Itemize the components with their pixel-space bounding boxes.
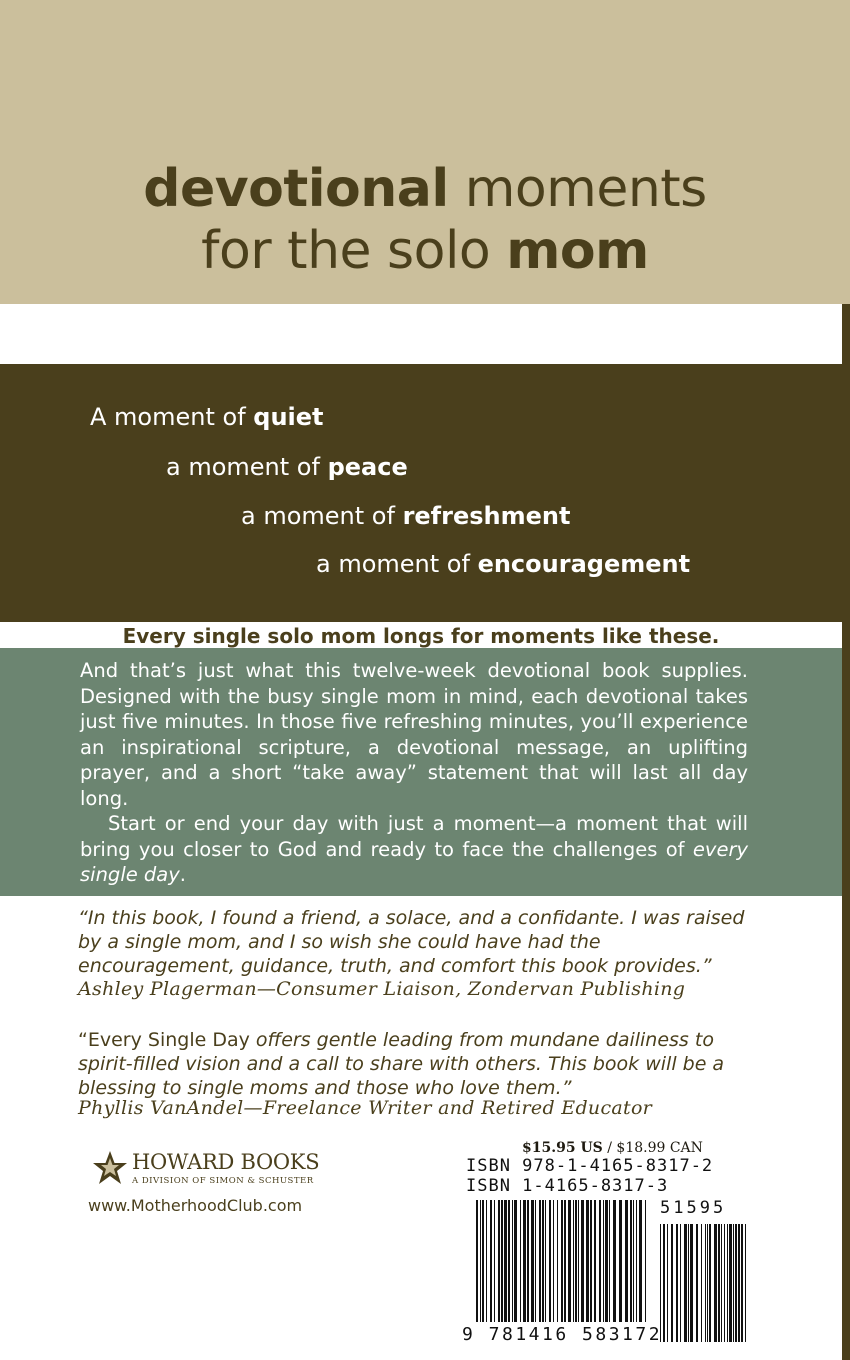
barcode-bar bbox=[578, 1200, 579, 1322]
barcode-addon-bar bbox=[667, 1224, 668, 1342]
barcode-bar bbox=[490, 1200, 492, 1322]
barcode-addon-bar bbox=[680, 1224, 681, 1342]
barcode-bar bbox=[594, 1200, 596, 1322]
publisher-logo bbox=[92, 1148, 322, 1188]
moment-line-3: a moment of refreshment bbox=[241, 502, 571, 530]
barcode-bar bbox=[482, 1200, 484, 1322]
barcode-bar bbox=[625, 1200, 628, 1322]
website-url: www.MotherhoodClub.com bbox=[88, 1196, 303, 1215]
barcode-bar bbox=[613, 1200, 616, 1322]
star-icon bbox=[92, 1150, 128, 1186]
barcode-bar bbox=[639, 1200, 642, 1322]
moment-line-2: a moment of peace bbox=[166, 453, 408, 481]
barcode-bar bbox=[609, 1200, 610, 1322]
barcode-bar bbox=[586, 1200, 589, 1322]
barcode-ean-digits: 9 781416 583172 bbox=[462, 1324, 663, 1345]
barcode-addon-bar bbox=[690, 1224, 693, 1342]
barcode-bar bbox=[498, 1200, 500, 1322]
endorsement-quote-2: “Every Single Day offers gentle leading from mundane dailiness to spirit-filled vision and a call to share with others. This book will be a blessing to single moms and those who love them.” bbox=[78, 1029, 725, 1099]
barcode-bar bbox=[603, 1200, 604, 1322]
barcode-bar bbox=[575, 1200, 577, 1322]
barcode-addon-bar bbox=[671, 1224, 673, 1342]
barcode-bar bbox=[633, 1200, 634, 1322]
barcode-addon-bar bbox=[701, 1224, 702, 1342]
barcode-bar bbox=[476, 1200, 478, 1322]
barcode-addon-bar bbox=[705, 1224, 706, 1342]
barcode-bar bbox=[545, 1200, 546, 1322]
barcode-addon-bar bbox=[721, 1224, 722, 1342]
publisher-division: A DIVISION OF SIMON & SCHUSTER bbox=[132, 1176, 314, 1186]
moment-line-1: A moment of quiet bbox=[90, 403, 324, 431]
barcode-bar bbox=[514, 1200, 517, 1322]
barcode-bar bbox=[561, 1200, 563, 1322]
barcode-bar bbox=[581, 1200, 584, 1322]
barcode-addon-bar bbox=[738, 1224, 740, 1342]
barcode-bar bbox=[512, 1200, 513, 1322]
barcode-bar bbox=[549, 1200, 551, 1322]
barcode-bar bbox=[508, 1200, 510, 1322]
description-paragraph-1: And that’s just what this twelve-week devotional book supplies. Designed with the busy single mom in mind, each devotional takes just five minutes. In those five refreshing minutes, you’ll experience an inspirational scripture, a devotional message, an uplifting prayer, and a short “take away” statement that will last all day long. bbox=[80, 659, 748, 810]
barcode-bar bbox=[599, 1200, 601, 1322]
barcode-bar bbox=[619, 1200, 622, 1322]
tagline: Every single solo mom longs for moments like these. bbox=[122, 624, 720, 648]
title-line-2: for the solo mom bbox=[201, 221, 649, 281]
barcode-addon-bar bbox=[745, 1224, 746, 1342]
barcode-addon-bar bbox=[696, 1224, 698, 1342]
barcode-bar bbox=[486, 1200, 487, 1322]
barcode-bar bbox=[636, 1200, 637, 1322]
barcode-bar bbox=[542, 1200, 544, 1322]
barcode-bar bbox=[573, 1200, 574, 1322]
barcode-addon-bar bbox=[718, 1224, 720, 1342]
barcode-bar bbox=[564, 1200, 566, 1322]
barcode-addon-bar bbox=[707, 1224, 708, 1342]
barcode-addon-bar bbox=[714, 1224, 717, 1342]
moment-line-4: a moment of encouragement bbox=[316, 550, 691, 578]
barcode-bar bbox=[501, 1200, 503, 1322]
barcode-bar bbox=[523, 1200, 526, 1322]
title-line-1: devotional moments bbox=[143, 159, 707, 219]
endorsement-quote-1: “In this book, I found a friend, a solace, and a confidante. I was raised by a single mom, and I so wish she could have had the encouragement, guidance, truth, and comfort this book provides.” bbox=[78, 907, 745, 977]
barcode-bar bbox=[494, 1200, 495, 1322]
barcode-bar bbox=[605, 1200, 608, 1322]
barcode-bar bbox=[630, 1200, 632, 1322]
barcode-bar bbox=[531, 1200, 534, 1322]
isbn-10: ISBN 1-4165-8317-3 bbox=[466, 1176, 669, 1196]
barcode-addon-bar bbox=[684, 1224, 687, 1342]
barcode-bar bbox=[553, 1200, 554, 1322]
barcode-bar bbox=[520, 1200, 521, 1322]
description bbox=[80, 658, 748, 888]
barcode-addon-bar bbox=[724, 1224, 725, 1342]
barcode-addon-bar bbox=[688, 1224, 689, 1342]
barcode-addon-bar bbox=[709, 1224, 711, 1342]
price: $15.95 US / $18.99 CAN bbox=[522, 1140, 703, 1156]
isbn-13: ISBN 978-1-4165-8317-2 bbox=[466, 1156, 714, 1176]
barcode-addon-bar bbox=[727, 1224, 728, 1342]
barcode-bar bbox=[539, 1200, 541, 1322]
barcode-addon-bar bbox=[663, 1224, 665, 1342]
barcode-bar bbox=[557, 1200, 558, 1322]
barcode-addon-digits: 51595 bbox=[660, 1198, 727, 1218]
barcode-bar bbox=[645, 1200, 646, 1322]
description-paragraph-2: Start or end your day with just a moment—a moment that will bring you closer to God and ready to face the challenges of every single day. bbox=[80, 812, 748, 886]
barcode-addon-bar bbox=[733, 1224, 734, 1342]
publisher-name: HOWARD BOOKS bbox=[132, 1150, 320, 1174]
barcode-bar bbox=[590, 1200, 592, 1322]
barcode-addon-bar bbox=[729, 1224, 732, 1342]
barcode-bar bbox=[535, 1200, 536, 1322]
barcode-bar bbox=[568, 1200, 571, 1322]
endorsement-attribution-1: Ashley Plagerman—Consumer Liaison, Zondervan Publishing bbox=[78, 978, 686, 1000]
endorsement-attribution-2: Phyllis VanAndel—Freelance Writer and Retired Educator bbox=[78, 1097, 653, 1119]
barcode-bar bbox=[480, 1200, 481, 1322]
barcode-addon-bar bbox=[741, 1224, 743, 1342]
barcode-bar bbox=[527, 1200, 529, 1322]
barcode-addon-bar bbox=[735, 1224, 737, 1342]
barcode-addon-bar bbox=[676, 1224, 678, 1342]
barcode-bar bbox=[504, 1200, 507, 1322]
